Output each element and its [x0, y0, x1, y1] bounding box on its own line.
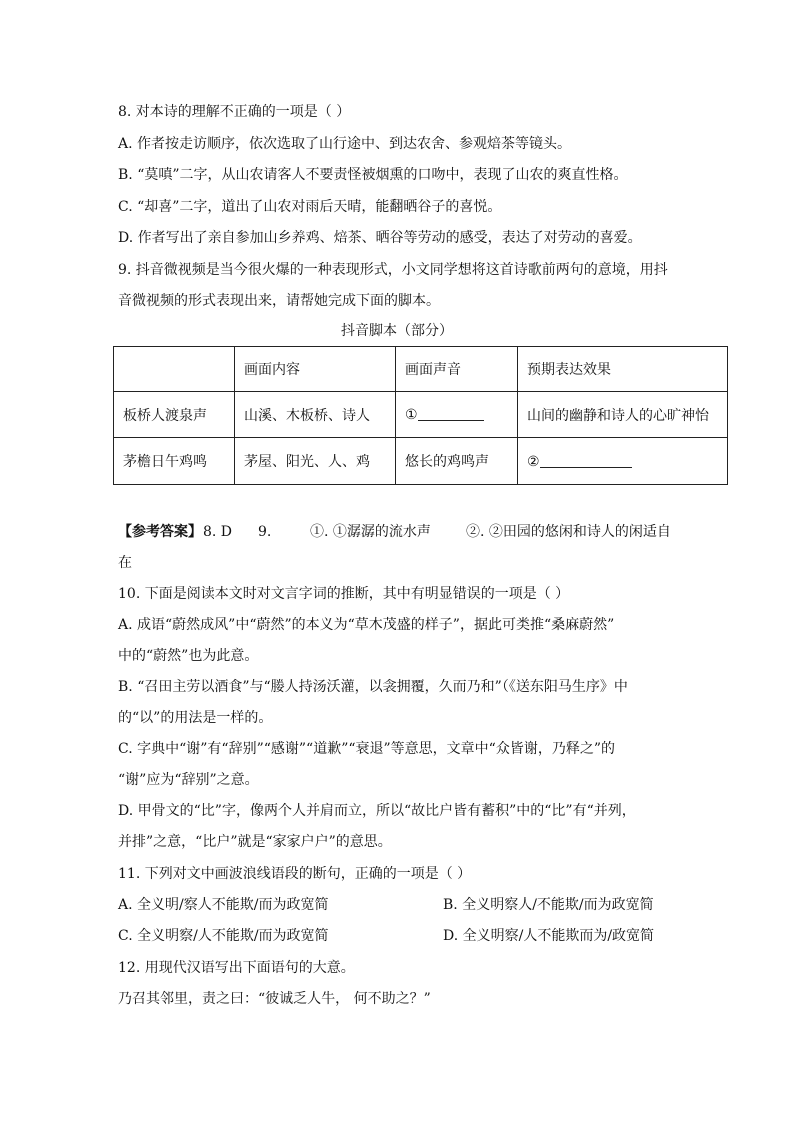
table-row [114, 392, 728, 438]
q9-stem-line1: 9. 抖音微视频是当今很火爆的一种表现形式，小文同学想将这首诗歌前两句的意境，用抖 [118, 262, 668, 278]
answer-8: 8. D [203, 524, 233, 540]
q10-option-b-line2: 的“以”的用法是一样的。 [118, 710, 273, 726]
q10-option-d-line1: D. 甲骨文的“比”字，像两个人并肩而立，所以“故比户皆有蓄积”中的“比”有“并列， [118, 803, 636, 819]
q11-option-c: C. 全义明察/人不能欺/而为政宽简 [118, 928, 329, 944]
q10-option-d-line2: 并排”之意，“比户”就是“家家户户”的意思。 [118, 834, 392, 850]
q12-sentence: 乃召其邻里，责之曰：“彼诚乏人牛， 何不助之？” [118, 991, 431, 1007]
blank-marker-1: ① [405, 407, 418, 423]
answer-9: 9. [258, 524, 272, 540]
row1-sound [396, 392, 518, 438]
q10-option-c-line2: “谢”应为“辞别”之意。 [118, 772, 259, 788]
q10-option-a-line2: 中的“蔚然”也为此意。 [118, 648, 259, 664]
row2-line: 茅檐日午鸡鸣 [114, 438, 235, 485]
q8-stem: 8. 对本诗的理解不正确的一项是（ ） [118, 104, 351, 120]
q12-stem: 12. 用现代汉语写出下面语句的大意。 [118, 960, 355, 976]
q11-option-b: B. 全义明察人/不能欺/而为政宽简 [443, 897, 654, 913]
row1-line: 板桥人渡泉声 [114, 392, 235, 438]
table-row [114, 438, 728, 485]
header-cell-sound: 画面声音 [396, 347, 518, 392]
answer-continuation: 在 [118, 555, 132, 571]
row1-content: 山溪、木板桥、诗人 [235, 392, 396, 438]
header-cell-empty [114, 347, 235, 392]
blank-marker-2: ② [527, 453, 540, 470]
script-table [113, 346, 728, 485]
q10-option-a-line1: A. 成语“蔚然成风”中“蔚然”的本义为“草木茂盛的样子”，据此可类推“桑麻蔚然” [118, 617, 615, 633]
header-cell-content: 画面内容 [235, 347, 396, 392]
q11-option-d: D. 全义明察/人不能欺而为/政宽简 [443, 928, 655, 944]
row1-effect: 山间的幽静和诗人的心旷神怡 [518, 392, 728, 438]
q9-stem-line2: 音微视频的形式表现出来，请帮她完成下面的脚本。 [118, 293, 440, 309]
answer-9-part2: ②. ②田园的悠闲和诗人的闲适自 [466, 524, 671, 540]
header-cell-effect: 预期表达效果 [518, 347, 728, 392]
q10-stem: 10. 下面是阅读本文时对文言字词的推断，其中有明显错误的一项是（ ） [118, 586, 570, 602]
q8-option-d: D. 作者写出了亲自参加山乡养鸡、焙茶、晒谷等劳动的感受，表达了对劳动的喜爱。 [118, 230, 642, 246]
answer-9-part1: ①. ①潺潺的流水声 [310, 524, 431, 540]
q8-option-b: B. “莫嗔”二字，从山农请客人不要责怪被烟熏的口吻中，表现了山农的爽直性格。 [118, 167, 628, 183]
q8-option-c: C. “却喜”二字，道出了山农对雨后天晴，能翻晒谷子的喜悦。 [118, 199, 502, 215]
q11-option-a: A. 全义明/察人不能欺/而为政宽简 [118, 897, 329, 913]
answer-blank-1 [418, 406, 484, 421]
q10-option-b-line1: B. “召田主劳以酒食”与“媵人持汤沃灌，以衾拥覆，久而乃和”（《送东阳马生序》中 [118, 679, 628, 695]
row2-effect [518, 438, 728, 485]
row2-sound: 悠长的鸡鸣声 [396, 438, 518, 485]
q8-option-a: A. 作者按走访顺序，依次选取了山行途中、到达农舍、参观焙茶等镜头。 [118, 136, 572, 152]
q10-option-c-line1: C. 字典中“谢”有“辞别”“感谢”“道歉”“衰退”等意思，文章中“众皆谢，乃释之”的 [118, 741, 615, 757]
q11-stem: 11. 下列对文中画波浪线语段的断句，正确的一项是（ ） [118, 866, 472, 882]
table-title: 抖音脚本（部分） [341, 323, 453, 339]
answer-line [0, 522, 794, 542]
table-header-row [114, 347, 728, 392]
answer-label: 【参考答案】 [118, 524, 202, 540]
row2-content: 茅屋、阳光、人、鸡 [235, 438, 396, 485]
answer-blank-2 [540, 453, 632, 468]
